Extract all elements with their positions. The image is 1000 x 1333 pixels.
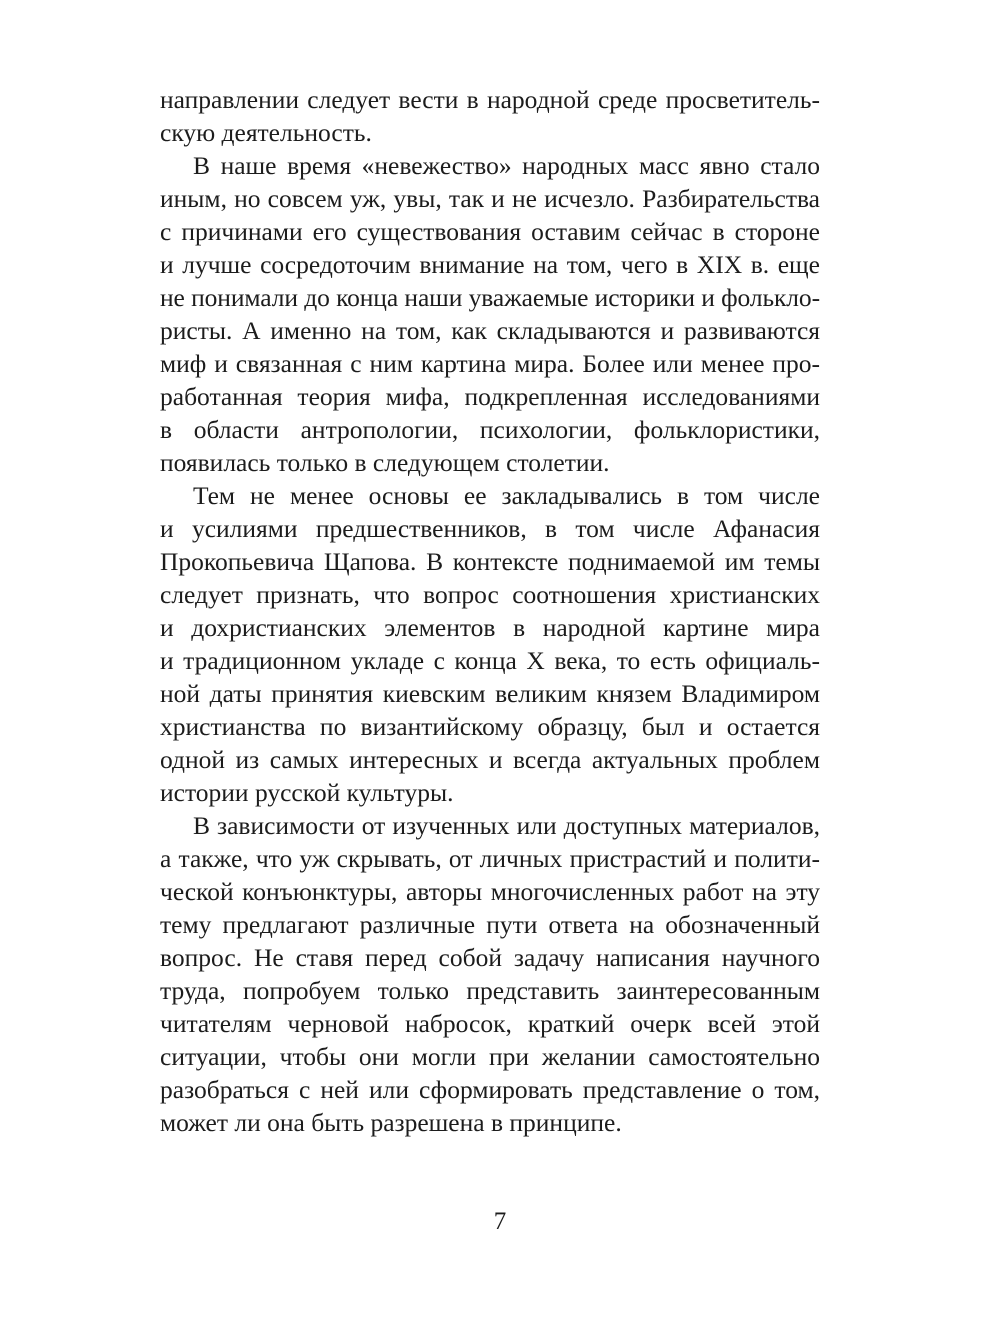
text-line: и традиционном укладе с конца X века, то есть официаль-: [160, 646, 820, 675]
text-line: ной даты принятия киевским великим князем Владимиром: [160, 679, 820, 708]
text-line: не понимали до конца наши уважаемые историки и фолькло-: [160, 283, 820, 312]
text-line: иным, но совсем уж, увы, так и не исчезло. Разбирательства: [160, 184, 820, 213]
text-line: христианства по византийскому образцу, был и остается: [160, 712, 820, 741]
text-line: В наше время «невежество» народных масс явно стало: [193, 151, 820, 180]
body-text: [160, 83, 820, 1139]
text-line: Прокопьевича Щапова. В контексте поднимаемой им темы: [160, 547, 820, 576]
text-line: В зависимости от изученных или доступных материалов,: [193, 811, 820, 840]
page-number: 7: [493, 1208, 507, 1235]
text-line: появилась только в следующем столетии.: [160, 448, 610, 477]
text-line: ческой конъюнктуры, авторы многочисленных работ на эту: [160, 877, 820, 906]
text-line: тему предлагают различные пути ответа на обозначенный: [160, 910, 820, 939]
text-line: и лучше сосредоточим внимание на том, чего в XIX в. еще: [160, 250, 820, 279]
text-line: и дохристианских элементов в народной картине мира: [160, 613, 820, 642]
text-line: направлении следует вести в народной среде просветитель-: [160, 85, 820, 114]
text-line: может ли она быть разрешена в принципе.: [160, 1108, 622, 1137]
text-line: вопрос. Не ставя перед собой задачу написания научного: [160, 943, 820, 972]
text-line: в области антропологии, психологии, фольклористики,: [160, 415, 820, 444]
text-line: скую деятельность.: [160, 118, 372, 147]
text-line: читателям черновой набросок, краткий очерк всей этой: [160, 1009, 820, 1038]
text-line: ситуации, чтобы они могли при желании самостоятельно: [160, 1042, 820, 1071]
text-line: Тем не менее основы ее закладывались в том числе: [193, 481, 820, 510]
text-line: труда, попробуем только представить заинтересованным: [160, 976, 820, 1005]
text-line: одной из самых интересных и всегда актуальных проблем: [160, 745, 820, 774]
text-line: ристы. А именно на том, как складываются и развиваются: [160, 316, 820, 345]
text-line: и усилиями предшественников, в том числе Афанасия: [160, 514, 820, 543]
text-line: миф и связанная с ним картина мира. Более или менее про-: [160, 349, 820, 378]
text-line: истории русской культуры.: [160, 778, 454, 807]
text-line: работанная теория мифа, подкрепленная исследованиями: [160, 382, 820, 411]
text-line: разобраться с ней или сформировать представление о том,: [160, 1075, 820, 1104]
text-line: с причинами его существования оставим сейчас в стороне: [160, 217, 820, 246]
text-line: а также, что уж скрывать, от личных пристрастий и полити-: [160, 844, 820, 873]
text-line: следует признать, что вопрос соотношения христианских: [160, 580, 820, 609]
